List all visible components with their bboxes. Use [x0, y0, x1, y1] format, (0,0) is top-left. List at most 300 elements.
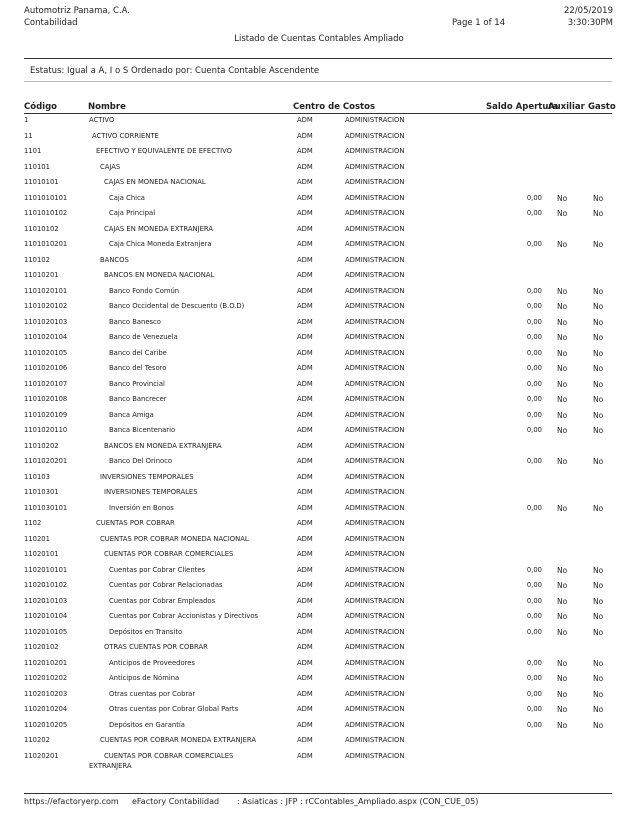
cost-center-code: ADM — [297, 596, 313, 605]
cost-center-code: ADM — [297, 565, 313, 574]
cost-center-code: ADM — [297, 348, 313, 357]
account-name: CUENTAS POR COBRAR COMERCIALES — [104, 550, 234, 558]
account-code: 11010202 — [24, 441, 59, 450]
gasto-flag: No — [593, 612, 604, 621]
cost-center-name: ADMINISTRACION — [345, 565, 405, 574]
auxiliar-flag: No — [557, 209, 568, 218]
table-row — [0, 116, 638, 130]
col-header-saldo: Saldo Apertura — [486, 102, 559, 112]
auxiliar-flag: No — [557, 364, 568, 373]
account-code: 1102010101 — [24, 565, 68, 574]
col-header-cost-center: Centro de Costos — [293, 102, 376, 112]
cost-center-name: ADMINISTRACION — [345, 271, 405, 279]
table-row — [0, 256, 638, 270]
account-code: 1101020104 — [24, 333, 68, 341]
cost-center-code: ADM — [297, 488, 313, 496]
cost-center-name: ADMINISTRACION — [345, 162, 405, 171]
account-code: 1101010201 — [24, 240, 68, 248]
auxiliar-flag: No — [557, 627, 568, 637]
account-name: Inversión en Bonos — [109, 503, 174, 512]
account-name: Caja Chica — [109, 193, 145, 202]
table-row — [0, 535, 638, 549]
table-row — [0, 566, 638, 580]
saldo-apertura: 0,00 — [526, 302, 542, 310]
cost-center-name: ADMINISTRACION — [345, 333, 405, 341]
account-name: Cuentas por Cobrar Empleados — [109, 596, 216, 605]
saldo-apertura: 0,00 — [526, 193, 542, 202]
cost-center-code: ADM — [297, 178, 313, 186]
account-code: 11020102 — [24, 643, 59, 651]
auxiliar-flag: No — [557, 457, 568, 466]
col-header-code: Código — [24, 102, 57, 112]
col-header-aux: Auxiliar — [548, 102, 585, 112]
company-name: Automotriz Panama, C.A. — [24, 6, 131, 16]
cost-center-code: ADM — [297, 426, 313, 434]
account-name: Banco Fondo Común — [109, 286, 180, 295]
account-name: ACTIVO CORRIENTE — [92, 131, 159, 140]
auxiliar-flag: No — [557, 317, 568, 327]
saldo-apertura: 0,00 — [526, 410, 542, 419]
cost-center-name: ADMINISTRACION — [345, 410, 405, 419]
cost-center-name: ADMINISTRACION — [345, 751, 405, 760]
cost-center-name: ADMINISTRACION — [345, 131, 405, 140]
gasto-flag: No — [593, 596, 604, 606]
saldo-apertura: 0,00 — [526, 503, 542, 512]
gasto-flag: No — [593, 302, 604, 311]
cost-center-code: ADM — [297, 736, 313, 744]
account-code: 1102010102 — [24, 581, 68, 589]
page-indicator: Page 1 of 14 — [452, 18, 506, 28]
cost-center-code: ADM — [297, 224, 313, 233]
cost-center-code: ADM — [297, 116, 313, 124]
cost-center-name: ADMINISTRACION — [345, 736, 405, 744]
saldo-apertura: 0,00 — [526, 348, 542, 357]
account-name: Cuentas por Cobrar Accionistas y Directivos — [109, 612, 259, 620]
account-name: Anticipos de Proveedores — [109, 658, 195, 667]
gasto-flag: No — [593, 209, 604, 218]
table-row — [0, 581, 638, 595]
account-name: BANCOS EN MONEDA EXTRANJERA — [104, 441, 222, 450]
account-name: Anticipos de Nómina — [109, 674, 180, 682]
cost-center-name: ADMINISTRACION — [345, 457, 405, 465]
auxiliar-flag: No — [557, 658, 568, 668]
account-name: EFECTIVO Y EQUIVALENTE DE EFECTIVO — [96, 147, 232, 155]
account-code: 11010101 — [24, 178, 59, 186]
auxiliar-flag: No — [557, 426, 568, 435]
table-row — [0, 488, 638, 502]
cost-center-code: ADM — [297, 255, 313, 264]
cost-center-name: ADMINISTRACION — [345, 240, 405, 248]
account-code: 1101010101 — [24, 193, 68, 202]
saldo-apertura: 0,00 — [526, 457, 542, 465]
table-row — [0, 271, 638, 285]
account-name: Banco Occidental de Descuento (B.O.D) — [109, 302, 245, 310]
account-code: 1101020201 — [24, 457, 68, 465]
gasto-flag: No — [593, 333, 604, 342]
account-name: Banco Banesco — [109, 317, 161, 326]
cost-center-code: ADM — [297, 612, 313, 620]
report-title: Listado de Cuentas Contables Ampliado — [234, 34, 404, 44]
auxiliar-flag: No — [557, 240, 568, 249]
account-name: Banco del Tesoro — [109, 364, 167, 372]
account-code: 1102010103 — [24, 596, 68, 605]
cost-center-name: ADMINISTRACION — [345, 255, 405, 264]
account-code: 11010201 — [24, 271, 59, 279]
account-name: Banco de Venezuela — [109, 333, 178, 341]
cost-center-name: ADMINISTRACION — [345, 596, 405, 605]
cost-center-code: ADM — [297, 689, 313, 698]
account-code: 1101020110 — [24, 426, 68, 434]
report-time: 3:30:30PM — [567, 18, 613, 28]
saldo-apertura: 0,00 — [526, 658, 542, 667]
account-code: 1102010105 — [24, 627, 68, 636]
cost-center-name: ADMINISTRACION — [345, 193, 405, 202]
gasto-flag: No — [593, 503, 604, 513]
cost-center-name: ADMINISTRACION — [345, 364, 405, 372]
table-row — [0, 318, 638, 332]
gasto-flag: No — [593, 410, 604, 420]
table-row — [0, 721, 638, 735]
cost-center-code: ADM — [297, 441, 313, 450]
gasto-flag: No — [593, 348, 604, 358]
auxiliar-flag: No — [557, 286, 568, 296]
account-code: 1101020108 — [24, 395, 68, 403]
gasto-flag: No — [593, 240, 604, 249]
footer-divider — [24, 793, 612, 794]
cost-center-code: ADM — [297, 193, 313, 202]
table-row — [0, 333, 638, 347]
account-code: 11020101 — [24, 550, 59, 558]
account-name: CUENTAS POR COBRAR — [96, 519, 175, 527]
account-code: 1101020106 — [24, 364, 68, 372]
cost-center-code: ADM — [297, 333, 313, 341]
gasto-flag: No — [593, 317, 604, 327]
gasto-flag: No — [593, 658, 604, 668]
footer-path: : Asiaticas : JFP : rCContables_Ampliado.aspx (CON_CUE_05) — [237, 797, 479, 806]
saldo-apertura: 0,00 — [526, 627, 542, 636]
cost-center-name: ADMINISTRACION — [345, 395, 405, 403]
auxiliar-flag: No — [557, 720, 568, 730]
gasto-flag: No — [593, 364, 604, 373]
table-row — [0, 550, 638, 564]
gasto-flag: No — [593, 627, 604, 637]
cost-center-code: ADM — [297, 751, 313, 760]
account-name-continued: EXTRANJERA — [89, 761, 132, 770]
cost-center-code: ADM — [297, 581, 313, 589]
gasto-flag: No — [593, 379, 604, 389]
cost-center-name: ADMINISTRACION — [345, 224, 405, 233]
cost-center-code: ADM — [297, 410, 313, 419]
account-name: Cuentas por Cobrar Clientes — [109, 565, 206, 574]
auxiliar-flag: No — [557, 612, 568, 621]
gasto-flag: No — [593, 689, 604, 699]
cost-center-name: ADMINISTRACION — [345, 674, 405, 682]
cost-center-name: ADMINISTRACION — [345, 147, 405, 155]
cost-center-code: ADM — [297, 240, 313, 248]
account-code: 11 — [24, 131, 33, 140]
table-row — [0, 597, 638, 611]
account-name: Banca Amiga — [109, 410, 154, 419]
auxiliar-flag: No — [557, 302, 568, 311]
cost-center-name: ADMINISTRACION — [345, 705, 405, 713]
auxiliar-flag: No — [557, 674, 568, 683]
cost-center-name: ADMINISTRACION — [345, 643, 405, 651]
table-row — [0, 240, 638, 254]
account-code: 1102010203 — [24, 689, 68, 698]
table-row — [0, 473, 638, 487]
gasto-flag: No — [593, 565, 604, 575]
account-name: CUENTAS POR COBRAR COMERCIALES — [104, 751, 234, 760]
account-code: 110101 — [24, 162, 50, 171]
saldo-apertura: 0,00 — [526, 209, 542, 217]
cost-center-code: ADM — [297, 720, 313, 729]
auxiliar-flag: No — [557, 705, 568, 714]
account-name: Depósitos en Garantía — [109, 720, 185, 729]
table-row — [0, 504, 638, 518]
table-row — [0, 659, 638, 673]
account-name: INVERSIONES TEMPORALES — [104, 488, 198, 496]
table-row — [0, 628, 638, 642]
table-row — [0, 163, 638, 177]
auxiliar-flag: No — [557, 581, 568, 590]
account-name: CUENTAS POR COBRAR MONEDA EXTRANJERA — [100, 736, 256, 744]
cost-center-name: ADMINISTRACION — [345, 503, 405, 512]
account-name: CUENTAS POR COBRAR MONEDA NACIONAL — [100, 534, 249, 543]
account-name: Banco Del Orinoco — [109, 457, 173, 465]
account-name: Banco Bancrecer — [109, 395, 167, 403]
account-code: 11010301 — [24, 488, 59, 496]
account-name: Caja Chica Moneda Extranjera — [109, 240, 212, 248]
account-name: CAJAS EN MONEDA EXTRANJERA — [104, 224, 214, 233]
table-row — [0, 395, 638, 409]
gasto-flag: No — [593, 395, 604, 404]
table-row — [0, 147, 638, 161]
cost-center-code: ADM — [297, 534, 313, 543]
account-name: Banco Provincial — [109, 379, 165, 388]
table-row — [0, 194, 638, 208]
table-row — [0, 364, 638, 378]
auxiliar-flag: No — [557, 333, 568, 342]
cost-center-code: ADM — [297, 286, 313, 295]
cost-center-code: ADM — [297, 658, 313, 667]
account-code: 110202 — [24, 736, 50, 744]
cost-center-code: ADM — [297, 379, 313, 388]
cost-center-name: ADMINISTRACION — [345, 178, 405, 186]
saldo-apertura: 0,00 — [526, 333, 542, 341]
account-code: 110201 — [24, 534, 50, 543]
account-name: Cuentas por Cobrar Relacionadas — [109, 581, 223, 589]
account-code: 1101030101 — [24, 503, 68, 512]
cost-center-name: ADMINISTRACION — [345, 658, 405, 667]
account-code: 1 — [24, 116, 29, 124]
cost-center-name: ADMINISTRACION — [345, 379, 405, 388]
table-row — [0, 209, 638, 223]
cost-center-name: ADMINISTRACION — [345, 317, 405, 326]
col-header-name: Nombre — [88, 102, 126, 112]
account-code: 1101010102 — [24, 209, 68, 217]
cost-center-name: ADMINISTRACION — [345, 348, 405, 357]
cost-center-code: ADM — [297, 674, 313, 682]
cost-center-code: ADM — [297, 627, 313, 636]
cost-center-code: ADM — [297, 209, 313, 217]
auxiliar-flag: No — [557, 348, 568, 358]
saldo-apertura: 0,00 — [526, 612, 542, 620]
account-name: CAJAS — [100, 162, 121, 171]
account-name: Depósitos en Transito — [109, 627, 183, 636]
saldo-apertura: 0,00 — [526, 705, 542, 713]
cost-center-name: ADMINISTRACION — [345, 426, 405, 434]
account-code: 110103 — [24, 472, 50, 481]
table-row — [0, 674, 638, 688]
gasto-flag: No — [593, 426, 604, 435]
cost-center-name: ADMINISTRACION — [345, 612, 405, 620]
report-date: 22/05/2019 — [564, 6, 613, 16]
gasto-flag: No — [593, 720, 604, 730]
account-name: Caja Principal — [109, 209, 156, 217]
cost-center-code: ADM — [297, 643, 313, 651]
table-row — [0, 736, 638, 750]
module-name: Contabilidad — [24, 18, 78, 28]
auxiliar-flag: No — [557, 379, 568, 389]
auxiliar-flag: No — [557, 503, 568, 513]
cost-center-name: ADMINISTRACION — [345, 581, 405, 589]
account-code: 1102010205 — [24, 720, 68, 729]
account-code: 110102 — [24, 255, 50, 264]
saldo-apertura: 0,00 — [526, 720, 542, 729]
table-row — [0, 426, 638, 440]
table-row — [0, 302, 638, 316]
table-row — [0, 132, 638, 146]
account-code: 1101020101 — [24, 286, 68, 295]
gasto-flag: No — [593, 193, 604, 203]
cost-center-code: ADM — [297, 317, 313, 326]
table-row — [0, 705, 638, 719]
cost-center-name: ADMINISTRACION — [345, 472, 405, 481]
account-code: 1102010204 — [24, 705, 68, 713]
table-row — [0, 178, 638, 192]
filter-text: Estatus: Igual a A, I o S Ordenado por: Cuenta Contable Ascendente — [30, 66, 320, 76]
table-row — [0, 643, 638, 657]
gasto-flag: No — [593, 457, 604, 466]
cost-center-name: ADMINISTRACION — [345, 116, 405, 124]
col-header-gasto: Gasto — [588, 102, 616, 112]
account-name: INVERSIONES TEMPORALES — [100, 472, 194, 481]
cost-center-code: ADM — [297, 519, 313, 527]
cost-center-name: ADMINISTRACION — [345, 302, 405, 310]
account-code: 1102010104 — [24, 612, 68, 620]
cost-center-name: ADMINISTRACION — [345, 441, 405, 450]
cost-center-code: ADM — [297, 550, 313, 558]
cost-center-name: ADMINISTRACION — [345, 519, 405, 527]
cost-center-code: ADM — [297, 271, 313, 279]
account-name: Otras cuentas por Cobrar — [109, 689, 196, 698]
account-code: 1101020109 — [24, 410, 68, 419]
auxiliar-flag: No — [557, 395, 568, 404]
auxiliar-flag: No — [557, 565, 568, 575]
table-row — [0, 380, 638, 394]
saldo-apertura: 0,00 — [526, 565, 542, 574]
gasto-flag: No — [593, 581, 604, 590]
account-name: Banco del Caribe — [109, 348, 167, 357]
footer-url: https://efactoryerp.com — [24, 797, 119, 806]
saldo-apertura: 0,00 — [526, 395, 542, 403]
account-code: 1101020103 — [24, 317, 68, 326]
cost-center-code: ADM — [297, 395, 313, 403]
saldo-apertura: 0,00 — [526, 426, 542, 434]
saldo-apertura: 0,00 — [526, 581, 542, 589]
cost-center-code: ADM — [297, 364, 313, 372]
table-row — [0, 287, 638, 301]
cost-center-name: ADMINISTRACION — [345, 286, 405, 295]
gasto-flag: No — [593, 705, 604, 714]
table-row — [0, 519, 638, 533]
cost-center-code: ADM — [297, 472, 313, 481]
gasto-flag: No — [593, 286, 604, 296]
cost-center-code: ADM — [297, 131, 313, 140]
cost-center-name: ADMINISTRACION — [345, 720, 405, 729]
saldo-apertura: 0,00 — [526, 286, 542, 295]
auxiliar-flag: No — [557, 193, 568, 203]
table-row — [0, 411, 638, 425]
table-row — [0, 457, 638, 471]
account-name: BANCOS — [100, 255, 129, 264]
table-row — [0, 612, 638, 626]
account-code: 1101020107 — [24, 379, 68, 388]
account-name: Banca Bicentenario — [109, 426, 176, 434]
account-name: ACTIVO — [89, 116, 115, 124]
table-row — [0, 349, 638, 363]
cost-center-name: ADMINISTRACION — [345, 209, 405, 217]
gasto-flag: No — [593, 674, 604, 683]
table-row — [0, 225, 638, 239]
account-name: CAJAS EN MONEDA NACIONAL — [104, 178, 206, 186]
cost-center-name: ADMINISTRACION — [345, 488, 405, 496]
cost-center-name: ADMINISTRACION — [345, 550, 405, 558]
account-code: 1101020105 — [24, 348, 68, 357]
saldo-apertura: 0,00 — [526, 689, 542, 698]
account-code: 1102 — [24, 519, 42, 527]
cost-center-name: ADMINISTRACION — [345, 689, 405, 698]
account-code: 1102010202 — [24, 674, 68, 682]
cost-center-code: ADM — [297, 503, 313, 512]
account-code: 11010102 — [24, 224, 59, 233]
saldo-apertura: 0,00 — [526, 379, 542, 388]
table-row — [0, 442, 638, 456]
account-name: Otras cuentas por Cobrar Global Parts — [109, 705, 239, 713]
cost-center-code: ADM — [297, 457, 313, 465]
saldo-apertura: 0,00 — [526, 240, 542, 248]
account-code: 1102010201 — [24, 658, 68, 667]
auxiliar-flag: No — [557, 689, 568, 699]
cost-center-code: ADM — [297, 705, 313, 713]
saldo-apertura: 0,00 — [526, 317, 542, 326]
account-name: OTRAS CUENTAS POR COBRAR — [104, 643, 208, 651]
account-code: 1101020102 — [24, 302, 68, 310]
cost-center-name: ADMINISTRACION — [345, 627, 405, 636]
saldo-apertura: 0,00 — [526, 364, 542, 372]
cost-center-code: ADM — [297, 302, 313, 310]
cost-center-name: ADMINISTRACION — [345, 534, 405, 543]
table-row — [0, 690, 638, 704]
cost-center-code: ADM — [297, 162, 313, 171]
account-name: BANCOS EN MONEDA NACIONAL — [104, 271, 215, 279]
saldo-apertura: 0,00 — [526, 674, 542, 682]
saldo-apertura: 0,00 — [526, 596, 542, 605]
account-code: 1101 — [24, 147, 42, 155]
footer-app: eFactory Contabilidad — [132, 797, 220, 806]
account-code: 11020201 — [24, 751, 59, 760]
cost-center-code: ADM — [297, 147, 313, 155]
